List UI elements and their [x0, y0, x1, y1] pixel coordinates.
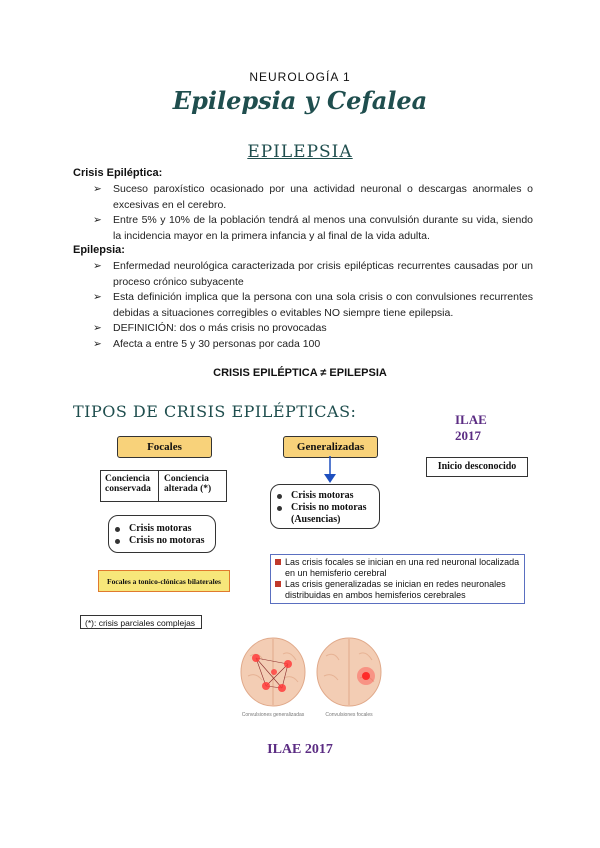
epilepsia-heading: Epilepsia:	[73, 244, 125, 256]
brain-focal-icon	[314, 636, 384, 714]
bullet-icon	[277, 506, 282, 511]
crisis-list	[93, 182, 533, 244]
conciencia-alterada: Conciencia alterada (*)	[164, 474, 212, 494]
conciencia-conservada: Conciencia conservada	[101, 471, 159, 501]
focales-box: Focales	[117, 436, 212, 458]
brain-generalized-icon	[238, 636, 308, 714]
arrow-bullet-icon: ➢	[93, 291, 102, 303]
tipos-heading: TIPOS DE CRISIS EPILÉPTICAS:	[73, 402, 357, 421]
arrow-bullet-icon: ➢	[93, 183, 102, 195]
arrow-bullet-icon: ➢	[93, 337, 102, 350]
note-item: Las crisis focales se inician en una red neuronal localizada en un hemisferio cerebral	[275, 557, 520, 579]
list-item: Crisis motoras	[109, 523, 215, 535]
ilae-top-label: ILAE 2017	[455, 412, 487, 443]
crisis-heading: Crisis Epiléptica:	[73, 167, 163, 179]
bullet-icon	[277, 494, 282, 499]
generalizadas-list-box	[270, 484, 380, 529]
list-item: ➢ Esta definición implica que la persona con una sola crisis o con convulsiones recurrentes debidas a situaciones corregibles o evitables NO siempre tiene epilepsia.	[93, 291, 533, 319]
page-title: Epilepsia y Cefalea	[172, 86, 428, 115]
generalizadas-box: Generalizadas	[283, 436, 378, 458]
list-item: ➢ DEFINICIÓN: dos o más crisis no provocadas	[93, 321, 533, 337]
note-item: Las crisis generalizadas se inician en redes neuronales distribuidas en ambos hemisferios cerebrales	[275, 579, 520, 601]
inicio-desconocido-box: Inicio desconocido	[426, 457, 528, 477]
square-bullet-icon	[275, 581, 281, 587]
notes-box	[270, 554, 525, 604]
list-item: Crisis motoras	[271, 490, 379, 502]
ilae-bottom-label: ILAE 2017	[267, 742, 333, 757]
list-item: ➢ Afecta a entre 5 y 30 personas por cada 100	[93, 337, 533, 353]
list-item: ➢ Entre 5% y 10% de la población tendrá al menos una convulsión durante su vida, siendo la incidencia mayor en la primera infancia y al final de la vida adulta.	[93, 214, 533, 242]
focales-list-box	[108, 515, 216, 553]
bullet-icon	[115, 527, 120, 532]
arrow-bullet-icon: ➢	[93, 322, 102, 334]
statement-line: CRISIS EPILÉPTICA ≠ EPILEPSIA	[213, 367, 387, 379]
square-bullet-icon	[275, 559, 281, 565]
list-item: ➢ Suceso paroxístico ocasionado por una actividad neuronal o descargas anormales o excesivas en el cerebro.	[93, 183, 533, 211]
focales-bilaterales-box: Focales a tonico-clónicas bilaterales	[98, 570, 230, 592]
arrow-bullet-icon: ➢	[93, 260, 102, 272]
down-arrow-icon	[318, 456, 342, 486]
conciencia-box	[100, 470, 227, 502]
section-title: EPILEPSIA	[247, 142, 353, 162]
parciales-note: (*): crisis parciales complejas	[80, 615, 202, 629]
subject-label: NEUROLOGÍA 1	[249, 70, 351, 84]
arrow-bullet-icon: ➢	[93, 214, 102, 226]
list-item: ➢ Enfermedad neurológica caracterizada por crisis epilépticas recurrentes causadas por un proceso crónico subyacente	[93, 260, 533, 288]
list-item: Crisis no motoras (Ausencias)	[271, 502, 379, 526]
brain-caption-focal: Convulsiones focales	[325, 712, 373, 718]
list-item: Crisis no motoras	[109, 535, 215, 547]
bullet-icon	[115, 539, 120, 544]
brain-caption-generalized: Convulsiones generalizadas	[241, 712, 305, 718]
epilepsia-list	[93, 259, 533, 352]
